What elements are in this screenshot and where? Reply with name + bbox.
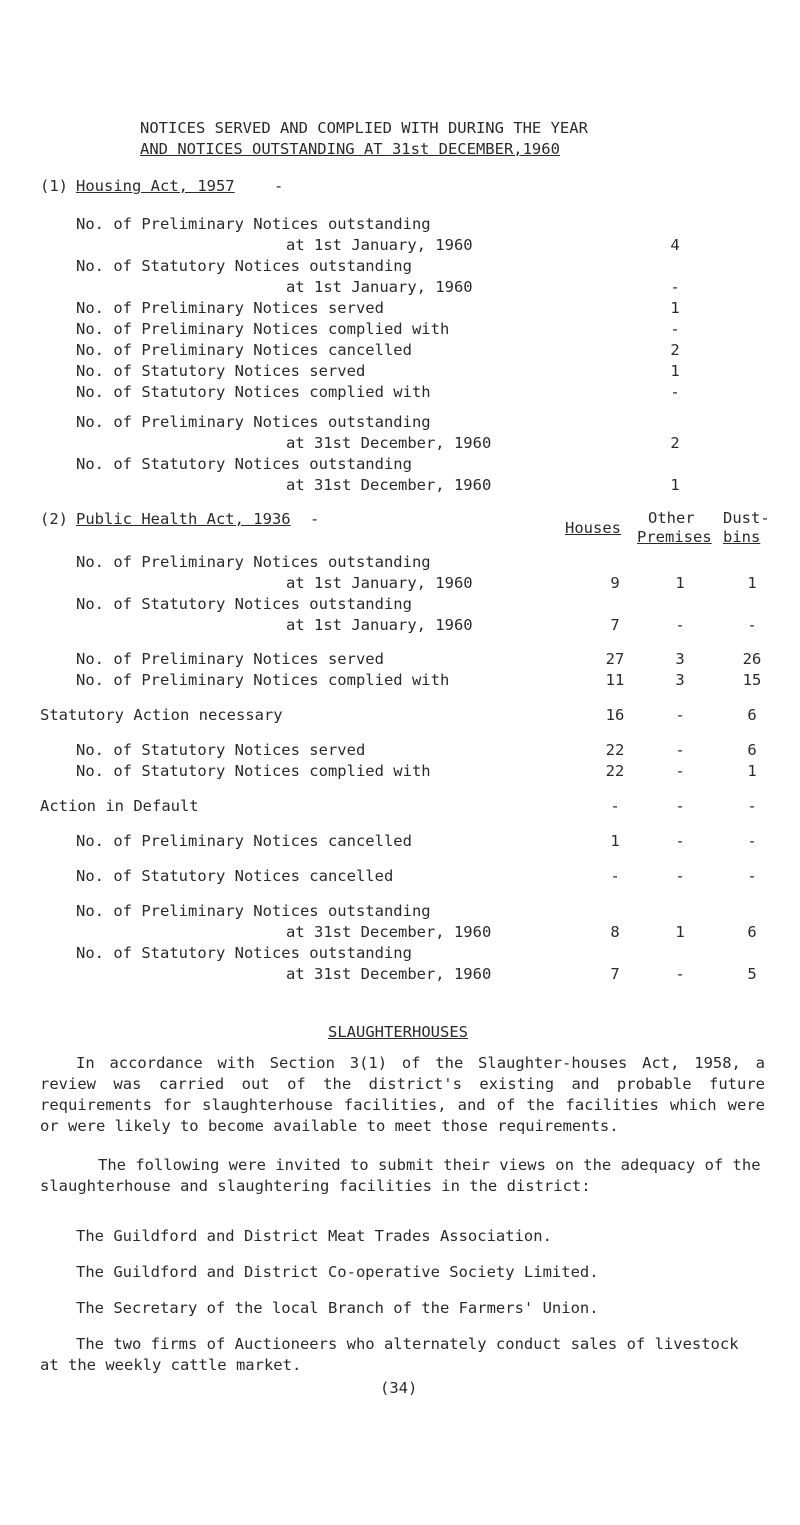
column-header-other: Other <box>648 509 695 527</box>
table-row: Action in Default <box>40 797 199 815</box>
cell-other: 1 <box>675 574 685 592</box>
cell-dustbins: 5 <box>747 965 757 983</box>
cell-houses: 16 <box>605 706 625 724</box>
page-number: (34) <box>380 1379 418 1397</box>
cell-houses: 9 <box>610 574 620 592</box>
list-item-value: 1 <box>670 299 680 317</box>
section2-dash: - <box>310 510 320 528</box>
cell-houses: - <box>610 797 620 815</box>
cell-dustbins: 6 <box>747 741 757 759</box>
cell-other: - <box>675 741 685 759</box>
cell-dustbins: - <box>747 832 757 850</box>
table-row: No. of Preliminary Notices outstanding <box>76 902 431 920</box>
cell-dustbins: - <box>747 867 757 885</box>
list-item-value: 4 <box>670 236 680 254</box>
table-row-date: at 1st January, 1960 <box>286 616 473 634</box>
table-row: No. of Preliminary Notices cancelled <box>76 832 412 850</box>
list-item: No. of Preliminary Notices outstanding <box>76 413 431 431</box>
list-item-value: 2 <box>670 434 680 452</box>
table-row-date: at 1st January, 1960 <box>286 574 473 592</box>
cell-dustbins: - <box>747 797 757 815</box>
slaughterhouses-paragraph-1: In accordance with Section 3(1) of the Slaughter-houses Act, 1958, a review was carried out of the district's existing and probable future requirements for slaughterhouse facilities, and of the facilities which were or were likely to become available to meet those requirements. <box>40 1054 765 1135</box>
cell-houses: 22 <box>605 741 625 759</box>
list-item: No. of Statutory Notices complied with <box>76 383 431 401</box>
cell-other: - <box>675 965 685 983</box>
table-row: Statutory Action necessary <box>40 706 283 724</box>
section2-heading: Public Health Act, 1936 <box>76 510 291 528</box>
section1-number: (1) <box>40 177 68 195</box>
cell-dustbins: - <box>747 616 757 634</box>
cell-dustbins: 26 <box>742 650 762 668</box>
list-item: No. of Statutory Notices outstanding <box>76 455 412 473</box>
list-item-date: at 31st December, 1960 <box>286 476 492 494</box>
cell-other: - <box>675 762 685 780</box>
cell-other: 3 <box>675 650 685 668</box>
cell-dustbins: 1 <box>747 762 757 780</box>
cell-dustbins: 6 <box>747 923 757 941</box>
list-item: No. of Preliminary Notices complied with <box>76 320 450 338</box>
table-row: No. of Statutory Notices complied with <box>76 762 431 780</box>
cell-dustbins: 15 <box>742 671 762 689</box>
list-item: No. of Preliminary Notices outstanding <box>76 215 431 233</box>
table-row: No. of Statutory Notices cancelled <box>76 867 394 885</box>
cell-other: 3 <box>675 671 685 689</box>
list-item-value: 2 <box>670 341 680 359</box>
list-item-value: - <box>670 278 680 296</box>
slaughterhouses-heading: SLAUGHTERHOUSES <box>328 1023 468 1041</box>
column-header-bins: bins <box>723 528 761 546</box>
table-row: No. of Preliminary Notices served <box>76 650 384 668</box>
cell-dustbins: 6 <box>747 706 757 724</box>
list-item-date: at 1st January, 1960 <box>286 278 473 296</box>
list-item-value: 1 <box>670 362 680 380</box>
list-item-date: at 31st December, 1960 <box>286 434 492 452</box>
cell-houses: 22 <box>605 762 625 780</box>
section1-heading: Housing Act, 1957 <box>76 177 235 195</box>
list-item-value: - <box>670 383 680 401</box>
slaughterhouses-paragraph-2: The following were invited to submit their views on the adequacy of the slaughterhouse and slaughtering facilities in the district: <box>40 1156 761 1195</box>
cell-dustbins: 1 <box>747 574 757 592</box>
table-row: No. of Statutory Notices served <box>76 741 366 759</box>
list-item: The two firms of Auctioneers who alternately conduct sales of livestock at the weekly cattle market. <box>40 1335 739 1374</box>
table-row: No. of Statutory Notices outstanding <box>76 595 412 613</box>
table-row: No. of Preliminary Notices outstanding <box>76 553 431 571</box>
cell-other: - <box>675 832 685 850</box>
list-item: No. of Statutory Notices outstanding <box>76 257 412 275</box>
cell-other: 1 <box>675 923 685 941</box>
column-header-houses: Houses <box>565 519 621 537</box>
table-row-date: at 31st December, 1960 <box>286 965 492 983</box>
table-row: No. of Preliminary Notices complied with <box>76 671 450 689</box>
section1-dash: - <box>274 177 284 195</box>
list-item: The Secretary of the local Branch of the Farmers' Union. <box>76 1299 599 1317</box>
page-title: NOTICES SERVED AND COMPLIED WITH DURING THE YEAR <box>140 119 588 137</box>
list-item-value: 1 <box>670 476 680 494</box>
list-item: No. of Statutory Notices served <box>76 362 366 380</box>
cell-other: - <box>675 867 685 885</box>
cell-houses: 1 <box>610 832 620 850</box>
list-item-date: at 1st January, 1960 <box>286 236 473 254</box>
cell-other: - <box>675 706 685 724</box>
page-subtitle: AND NOTICES OUTSTANDING AT 31st DECEMBER,1960 <box>140 140 560 158</box>
list-item: No. of Preliminary Notices cancelled <box>76 341 412 359</box>
cell-houses: 7 <box>610 616 620 634</box>
list-item: The Guildford and District Co-operative Society Limited. <box>76 1263 599 1281</box>
column-header-dust: Dust- <box>723 509 770 527</box>
list-item: The Guildford and District Meat Trades Association. <box>76 1227 552 1245</box>
cell-other: - <box>675 616 685 634</box>
cell-houses: - <box>610 867 620 885</box>
list-item: No. of Preliminary Notices served <box>76 299 384 317</box>
section2-number: (2) <box>40 510 68 528</box>
list-item-value: - <box>670 320 680 338</box>
cell-other: - <box>675 797 685 815</box>
column-header-premises: Premises <box>637 528 712 546</box>
cell-houses: 11 <box>605 671 625 689</box>
table-row-date: at 31st December, 1960 <box>286 923 492 941</box>
table-row: No. of Statutory Notices outstanding <box>76 944 412 962</box>
cell-houses: 8 <box>610 923 620 941</box>
cell-houses: 7 <box>610 965 620 983</box>
cell-houses: 27 <box>605 650 625 668</box>
